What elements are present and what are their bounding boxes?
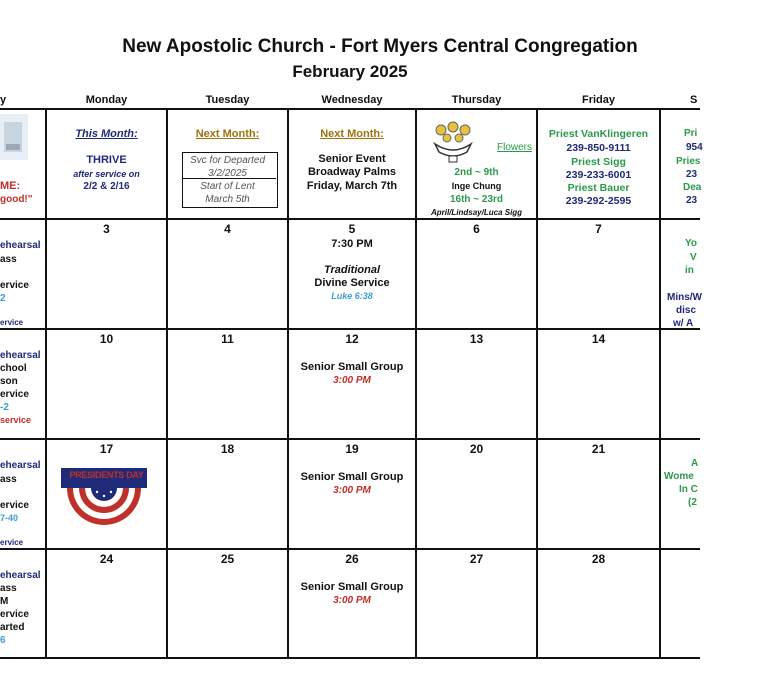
date-number: 25 xyxy=(220,552,235,566)
date-number: 26 xyxy=(345,552,359,566)
presidents-day-icon xyxy=(61,458,147,530)
cell-row4-tuesday xyxy=(168,550,287,657)
cell-row0-wednesday: Next Month: Senior Event Broadway Palms Friday, March 7th xyxy=(289,110,415,218)
cell-row2-friday xyxy=(538,330,659,438)
cell-row3-sunday: ehearsal ass ervice 7-40 ervice xyxy=(0,460,41,547)
date-number: 14 xyxy=(591,332,606,346)
date-number: 3 xyxy=(103,222,110,236)
page-subtitle: February 2025 xyxy=(292,62,408,81)
cell-row1-tuesday xyxy=(168,220,287,328)
date-number: 27 xyxy=(469,552,484,566)
next-month-heading: Next Month: xyxy=(195,128,260,140)
cell-row0-sunday: ME: good!" xyxy=(0,110,45,218)
date-number: 24 xyxy=(99,552,114,566)
cell-row3-friday xyxy=(538,440,659,548)
header-monday: Monday xyxy=(85,94,128,106)
cell-row3-monday xyxy=(47,440,166,548)
presidents-day-text: PRESIDENTS DAY xyxy=(69,470,144,480)
cell-row2-monday xyxy=(47,330,166,438)
date-number: 11 xyxy=(221,332,234,346)
date-number: 13 xyxy=(469,332,484,346)
cell-row0-monday: This Month: THRIVE after service on 2/2 & 2/16 xyxy=(47,110,166,218)
date-number: 18 xyxy=(220,442,235,456)
date-number: 7 xyxy=(595,222,602,236)
next-month-heading-2: Next Month: xyxy=(320,128,384,140)
flowers-icon xyxy=(431,120,475,164)
date-number: 12 xyxy=(345,332,359,346)
date-number: 19 xyxy=(345,442,359,456)
cell-row0-saturday: Pri 954 Pries 23 Dea 23 xyxy=(676,128,703,206)
cell-row3-saturday: A Wome In C (2 xyxy=(664,458,699,508)
cell-row1-monday xyxy=(47,220,166,328)
cell-row3-wednesday: 19 Senior Small Group 3:00 PM xyxy=(289,440,415,548)
cell-row4-friday xyxy=(538,550,659,657)
date-number: 20 xyxy=(469,442,484,456)
this-month-heading: This Month: xyxy=(75,128,138,140)
header-wednesday: Wednesday xyxy=(321,94,383,106)
header-sunday: y xyxy=(0,94,7,106)
thrive-label: THRIVE xyxy=(86,154,127,166)
grid-line xyxy=(0,657,700,659)
date-number: 10 xyxy=(99,332,114,346)
date-number: 17 xyxy=(99,442,114,456)
cell-row1-thursday xyxy=(417,220,536,328)
cell-row3-tuesday xyxy=(168,440,287,548)
cell-row1-friday xyxy=(538,220,659,328)
cell-row1-wednesday: 5 7:30 PM Traditional Divine Service Luke 6:38 xyxy=(289,220,415,328)
cell-row1-sunday: ehearsal ass ervice 2 ervice xyxy=(0,240,41,327)
header-friday: Friday xyxy=(581,94,615,106)
cell-row2-tuesday xyxy=(168,330,287,438)
date-number: 6 xyxy=(473,222,480,236)
chalice-icon xyxy=(0,114,28,160)
cell-row4-thursday xyxy=(417,550,536,657)
cell-row0-friday: Priest VanKlingeren 239-850-9111 Priest Sigg 239-233-6001 Priest Bauer 239-292-2595 xyxy=(548,128,649,207)
cell-row4-sunday: ehearsal ass M ervice arted 6 xyxy=(0,570,41,646)
cell-row2-sunday: ehearsal chool son ervice -2 service xyxy=(0,350,41,425)
date-number: 21 xyxy=(591,442,606,456)
cell-row0-tuesday: Next Month: Svc for Departed 3/2/2025 Start of Lent March 5th xyxy=(168,110,287,218)
cell-row4-wednesday: 26 Senior Small Group 3:00 PM xyxy=(289,550,415,657)
cell-row2-thursday xyxy=(417,330,536,438)
date-number: 28 xyxy=(591,552,606,566)
page-title: New Apostolic Church - Fort Myers Central Congregation xyxy=(122,36,638,57)
header-thursday: Thursday xyxy=(451,94,502,106)
cell-row4-monday xyxy=(47,550,166,657)
date-number: 5 xyxy=(348,222,356,236)
cell-row2-wednesday: 12 Senior Small Group 3:00 PM xyxy=(289,330,415,438)
cell-row2-saturday xyxy=(661,330,700,438)
date-number: 4 xyxy=(224,222,231,236)
header-saturday: S xyxy=(690,94,698,106)
cell-row1-saturday: Yo V in Mins/W disc w/ A xyxy=(667,238,702,329)
header-tuesday: Tuesday xyxy=(205,94,250,106)
cell-row0-thursday: Flowers 2nd ~ 9th Inge Chung 16th ~ 23rd April/Lindsay/Luca Sigg xyxy=(417,110,536,218)
cell-row3-thursday xyxy=(417,440,536,548)
cell-row4-saturday xyxy=(661,550,700,657)
